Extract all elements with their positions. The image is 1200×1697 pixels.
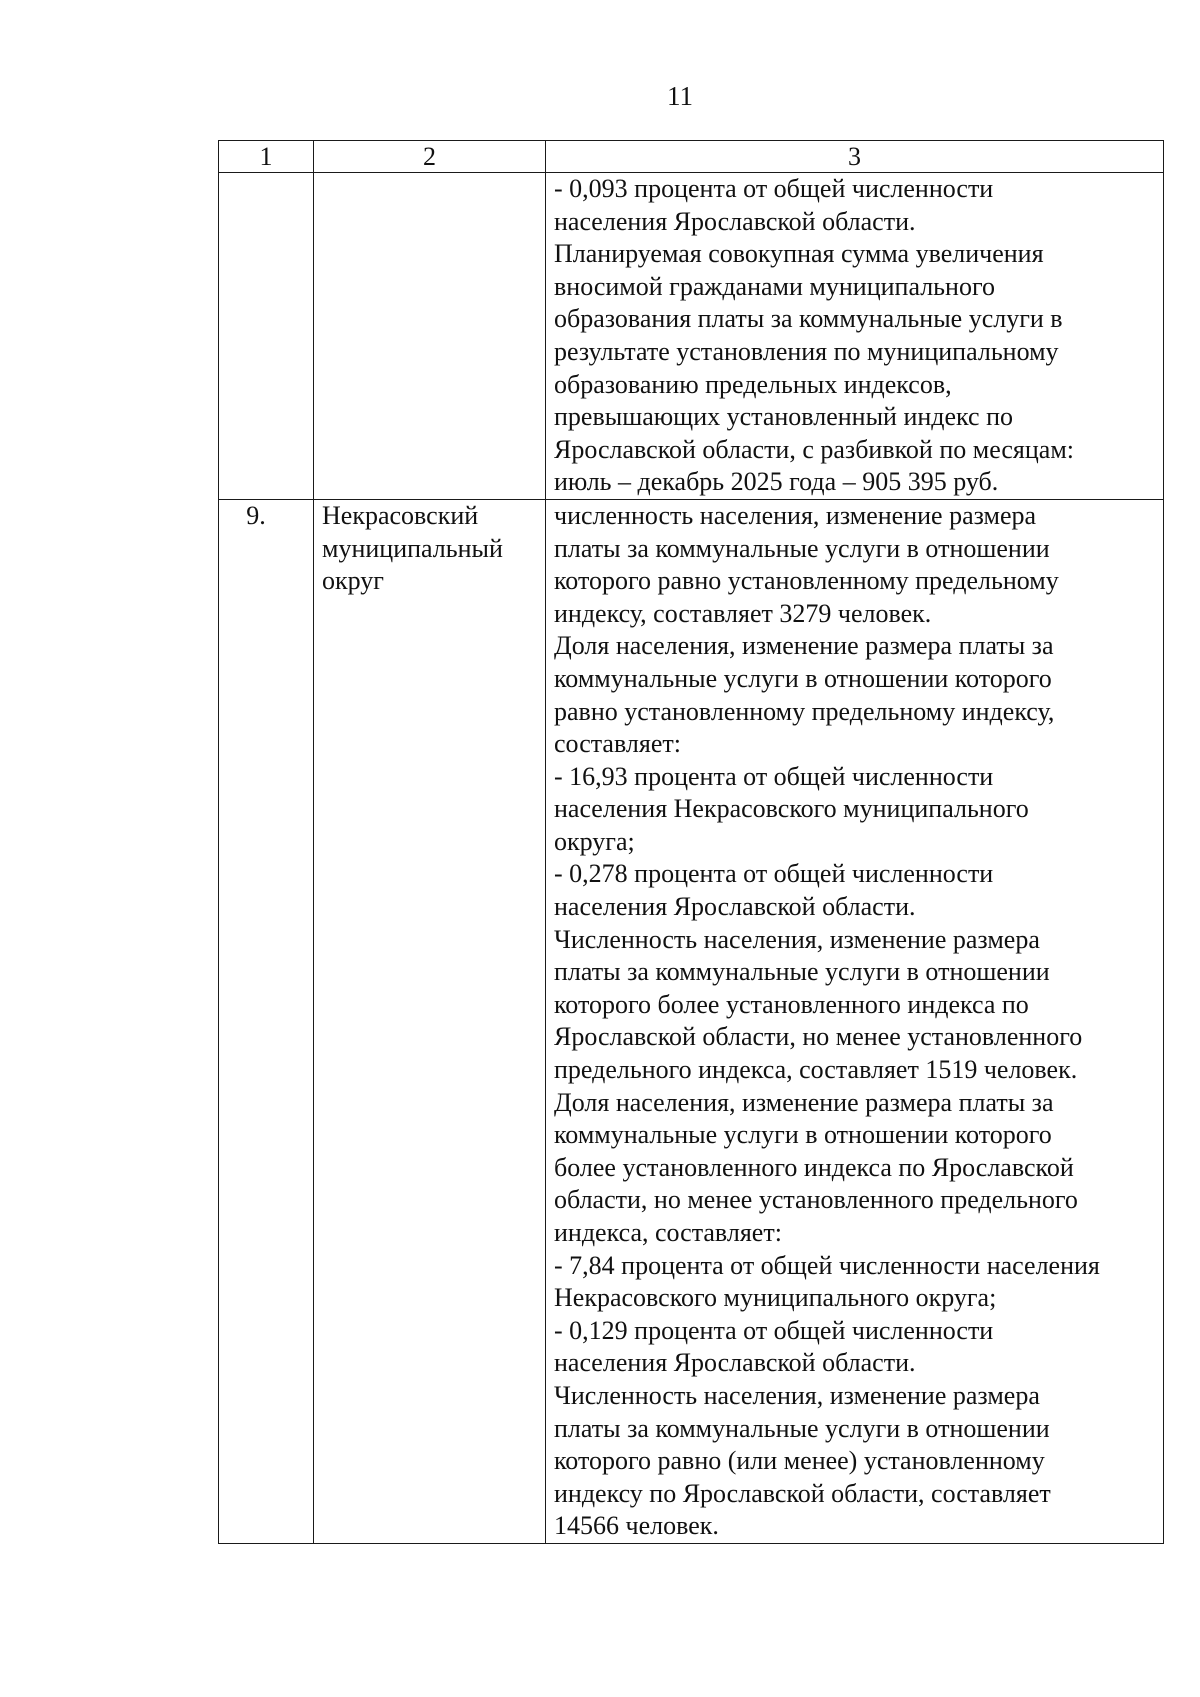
text-line: которого равно (или менее) установленному: [554, 1446, 1045, 1476]
text-line: Доля населения, изменение размера платы за: [554, 1087, 1054, 1117]
text-line: индексу, составляет 3279 человек.: [554, 598, 932, 628]
text-line: которого более установленного индекса по: [554, 989, 1029, 1019]
text-line: Некрасовского муниципального округа;: [554, 1283, 997, 1313]
text-line: 14566 человек.: [554, 1511, 719, 1541]
text-line: результате установления по муниципальному: [554, 336, 1059, 366]
text-line: вносимой гражданами муниципального: [554, 271, 995, 301]
header-col-3: 3: [546, 141, 1164, 173]
text-line: платы за коммунальные услуги в отношении: [554, 957, 1050, 987]
text-line: коммунальные услуги в отношении которого: [554, 1120, 1052, 1150]
text-line: округ: [322, 566, 384, 596]
text-line: численность населения, изменение размера: [554, 500, 1037, 530]
text-line: превышающих установленный индекс по: [554, 402, 1013, 432]
table-row-9: [219, 499, 1164, 1543]
text-line: платы за коммунальные услуги в отношении: [554, 1413, 1050, 1443]
page-number: 11: [667, 81, 693, 111]
text-line: населения Ярославской области.: [554, 1348, 916, 1378]
text-line: - 16,93 процента от общей численности: [554, 761, 994, 791]
text-line: образования платы за коммунальные услуги в: [554, 304, 1063, 334]
description-cell: [546, 173, 1164, 500]
row-number-cell: [219, 173, 314, 500]
table-row-continued: [219, 173, 1164, 500]
indices-table: [218, 140, 1164, 1544]
text-line: июль – декабрь 2025 года – 905 395 руб.: [554, 467, 999, 497]
text-line: - 0,278 процента от общей численности: [554, 859, 994, 889]
text-line: - 0,129 процента от общей численности: [554, 1315, 994, 1345]
text-line: населения Ярославской области.: [554, 892, 916, 922]
text-line: - 0,093 процента от общей численности: [554, 174, 994, 203]
text-line: которого равно установленному предельному: [554, 566, 1059, 596]
row-number-cell: 9.: [219, 499, 314, 1543]
text-line: Некрасовский: [322, 500, 479, 530]
text-line: Планируемая совокупная сумма увеличения: [554, 239, 1044, 269]
text-line: образованию предельных индексов,: [554, 369, 952, 399]
text-line: более установленного индекса по Ярославской: [554, 1152, 1074, 1182]
text-line: муниципальный: [322, 533, 503, 563]
text-line: коммунальные услуги в отношении которого: [554, 663, 1052, 693]
text-line: Численность населения, изменение размера: [554, 1380, 1040, 1410]
header-col-2: 2: [314, 141, 546, 173]
text-line: Доля населения, изменение размера платы за: [554, 631, 1054, 661]
text-line: области, но менее установленного предельного: [554, 1185, 1078, 1215]
header-row: [219, 141, 1164, 173]
text-line: предельного индекса, составляет 1519 человек.: [554, 1055, 1078, 1085]
text-line: равно установленному предельному индексу,: [554, 696, 1055, 726]
text-line: округа;: [554, 826, 635, 856]
header-col-1: 1: [219, 141, 314, 173]
text-line: населения Некрасовского муниципального: [554, 794, 1029, 824]
text-line: составляет:: [554, 729, 681, 759]
municipality-cell: [314, 173, 546, 500]
text-line: индекса, составляет:: [554, 1218, 782, 1247]
municipality-cell: [314, 499, 546, 1543]
text-line: Ярославской области, с разбивкой по месяцам:: [554, 434, 1075, 464]
description-cell: [546, 499, 1164, 1543]
text-line: Численность населения, изменение размера: [554, 924, 1040, 954]
text-line: индексу по Ярославской области, составляет: [554, 1478, 1051, 1508]
text-line: Ярославской области, но менее установленного: [554, 1022, 1083, 1052]
text-line: населения Ярославской области.: [554, 206, 916, 236]
text-line: платы за коммунальные услуги в отношении: [554, 533, 1050, 563]
text-line: - 7,84 процента от общей численности населения: [554, 1250, 1100, 1280]
